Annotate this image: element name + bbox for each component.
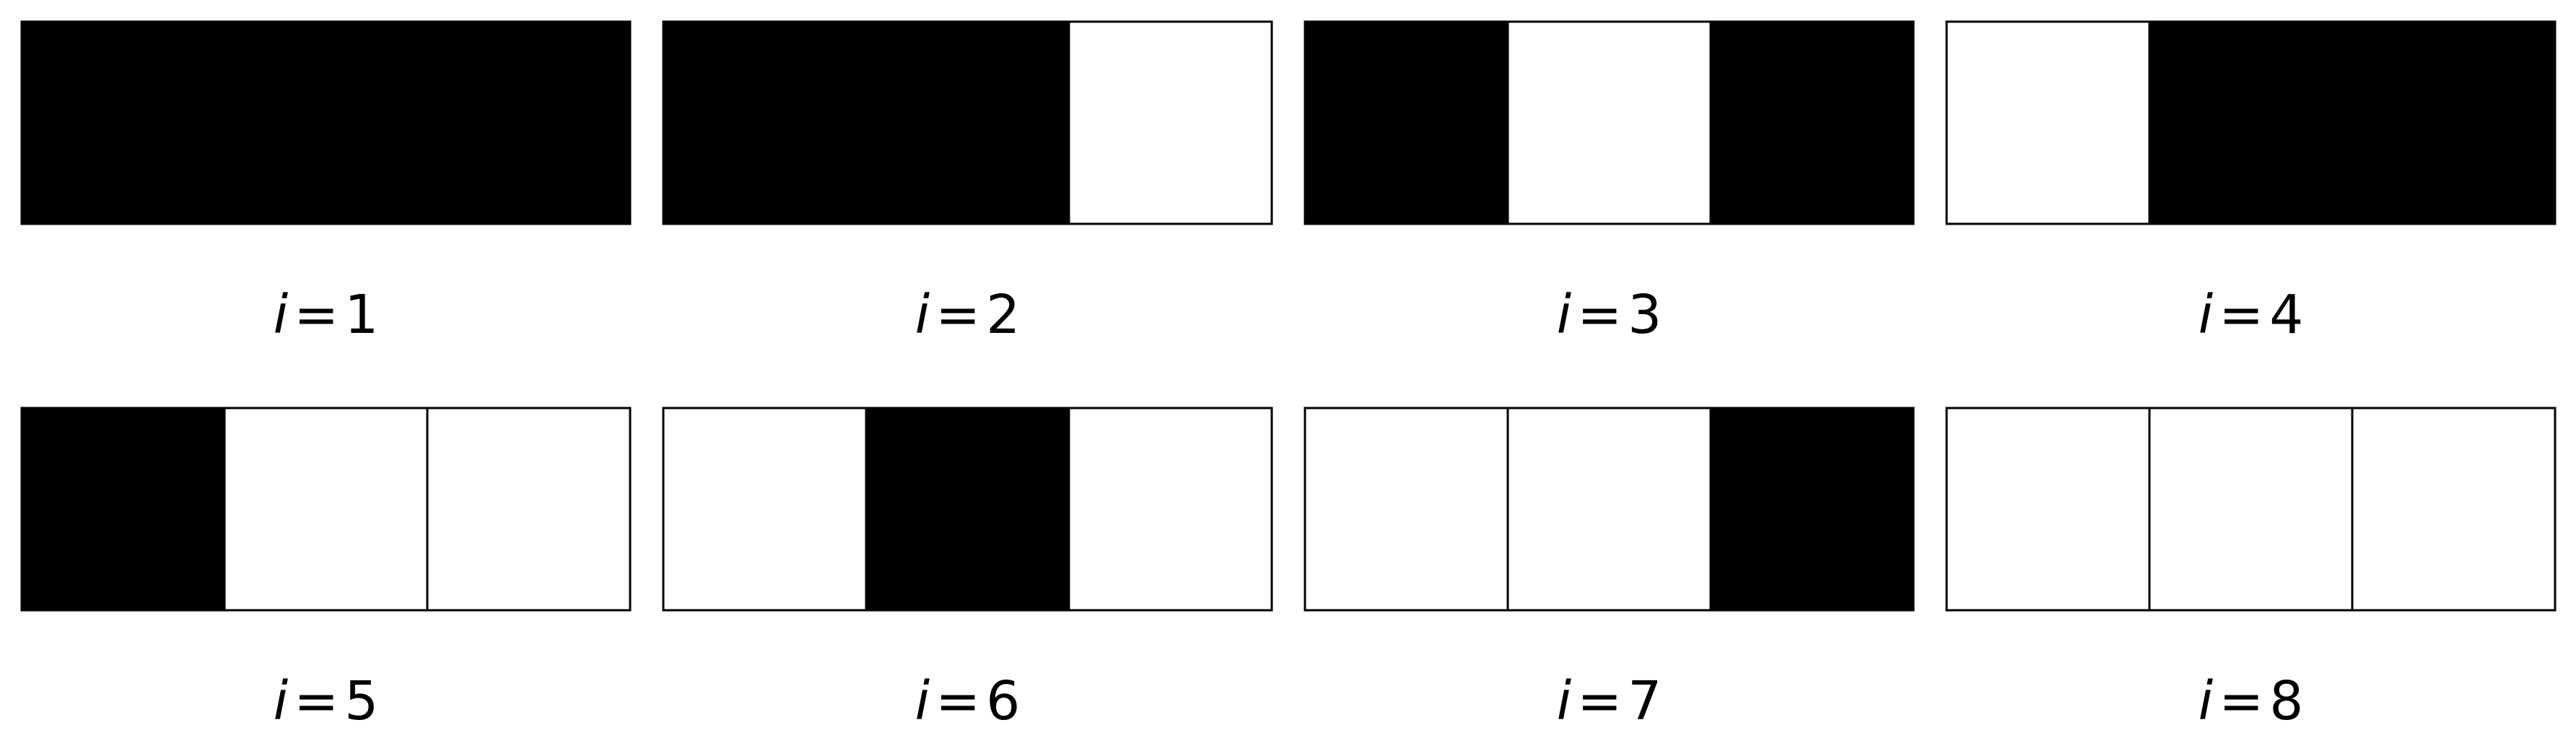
label-variable: i	[2198, 284, 2214, 346]
panel-5-cell-2-empty	[224, 408, 427, 610]
panel-3-cell-2-empty	[1508, 22, 1711, 224]
panel-1-cell-2-filled	[224, 22, 427, 224]
panel-4	[1947, 22, 2555, 346]
panel-6-cell-1-empty	[663, 408, 866, 610]
panel-3	[1305, 22, 1913, 346]
label-variable: i	[1556, 284, 1572, 346]
panel-5-cell-1-filled	[22, 408, 224, 610]
panel-6-cell-2-filled	[866, 408, 1069, 610]
panel-8-label	[2199, 670, 2304, 732]
label-equals: =	[935, 670, 981, 732]
label-number: 1	[344, 284, 379, 346]
panel-5	[22, 408, 630, 732]
label-variable: i	[2198, 670, 2214, 732]
label-equals: =	[2219, 284, 2264, 346]
panel-3-cell-1-filled	[1305, 22, 1508, 224]
panel-2-cell-2-filled	[866, 22, 1069, 224]
label-equals: =	[294, 670, 339, 732]
panel-2-label	[915, 284, 1021, 346]
panel-6	[663, 408, 1272, 732]
panel-6-cell-3-empty	[1069, 408, 1272, 610]
panel-4-label	[2199, 284, 2304, 346]
panel-1-cell-3-filled	[427, 22, 630, 224]
label-variable: i	[914, 284, 930, 346]
panel-7-label	[1557, 670, 1662, 732]
panel-5-cell-3-empty	[427, 408, 630, 610]
label-variable: i	[273, 670, 289, 732]
panels-layer	[22, 22, 2555, 732]
panel-1	[22, 22, 630, 346]
label-equals: =	[294, 284, 339, 346]
label-equals: =	[2219, 670, 2264, 732]
panel-7-cell-3-filled	[1711, 408, 1913, 610]
panel-2-cell-3-empty	[1069, 22, 1272, 224]
panel-2	[663, 22, 1272, 346]
panel-4-cell-2-filled	[2149, 22, 2352, 224]
panel-3-label	[1557, 284, 1662, 346]
label-equals: =	[1577, 670, 1623, 732]
panel-8-cell-1-empty	[1947, 408, 2149, 610]
label-number: 3	[1628, 284, 1662, 346]
label-number: 6	[986, 670, 1021, 732]
panel-8-cell-2-empty	[2149, 408, 2352, 610]
label-equals: =	[1577, 284, 1623, 346]
panel-8-cell-3-empty	[2352, 408, 2555, 610]
label-variable: i	[1556, 670, 1572, 732]
panel-7-cell-1-empty	[1305, 408, 1508, 610]
panel-8	[1947, 408, 2555, 732]
panel-1-label	[274, 284, 379, 346]
label-number: 4	[2269, 284, 2304, 346]
label-variable: i	[914, 670, 930, 732]
label-number: 8	[2269, 670, 2304, 732]
panel-1-cell-1-filled	[22, 22, 224, 224]
label-number: 5	[344, 670, 379, 732]
label-variable: i	[273, 284, 289, 346]
label-equals: =	[935, 284, 981, 346]
panel-4-cell-1-empty	[1947, 22, 2149, 224]
panel-7	[1305, 408, 1913, 732]
panel-5-label	[274, 670, 379, 732]
label-number: 2	[986, 284, 1021, 346]
label-number: 7	[1628, 670, 1662, 732]
panel-6-label	[915, 670, 1021, 732]
panel-2-cell-1-filled	[663, 22, 866, 224]
panel-4-cell-3-filled	[2352, 22, 2555, 224]
panel-7-cell-2-empty	[1508, 408, 1711, 610]
panel-3-cell-3-filled	[1711, 22, 1913, 224]
